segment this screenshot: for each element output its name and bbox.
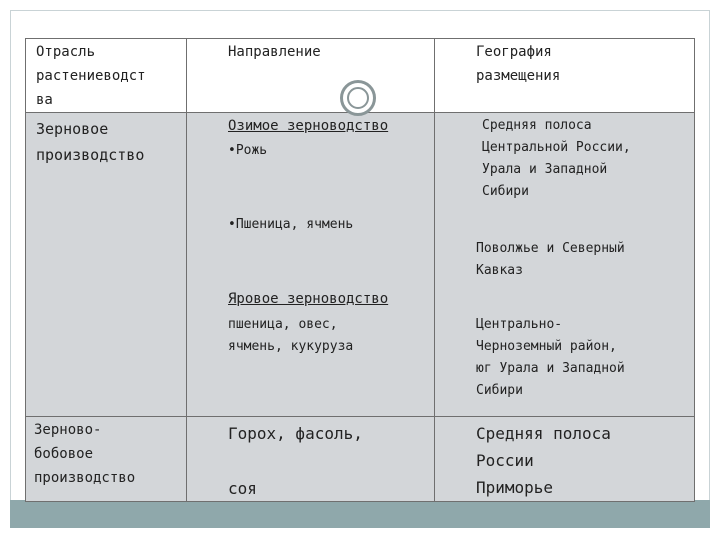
row-separator [25,416,695,417]
decorative-ring-icon [340,80,376,116]
table-border-left [25,38,26,502]
row2-geography: Средняя полоса России Приморье [476,424,611,497]
row1-geography-3: Центрально- Черноземный район, юг Урала и Западной Сибири [476,317,625,398]
row2-branch: Зерново- бобовое производство [34,422,136,486]
row1-spring-title: Яровое зерноводство [228,291,389,307]
slide-footer-bar [10,500,710,528]
table-border-top [25,38,695,39]
slide-frame-top [10,10,710,11]
header-direction: Направление [228,44,321,60]
row1-geography-2: Поволжье и Северный Кавказ [476,241,625,278]
table-border-right [694,38,695,502]
row1-branch: Зерновое производство [36,120,145,164]
row1-winter-title: Озимое зерноводство [228,118,389,134]
row1-winter-item-rye: •Рожь [228,143,268,158]
row1-geography-1: Средняя полоса Центральной России, Урала и Западной Сибири [482,118,631,199]
slide-frame-left [10,10,11,528]
slide-frame-right [709,10,710,528]
row1-spring-crops: пшеница, овес, ячмень, кукуруза [228,317,354,354]
row2-direction-1: Горох, фасоль, [228,424,363,443]
row2-direction-2: соя [228,479,257,498]
header-branch: Отрасль растениеводст ва [36,44,146,108]
column-divider-1 [186,38,187,502]
row1-winter-item-wheat: •Пшеница, ячмень [228,217,354,232]
column-divider-2 [434,38,435,502]
header-geography: География размещения [476,44,561,84]
